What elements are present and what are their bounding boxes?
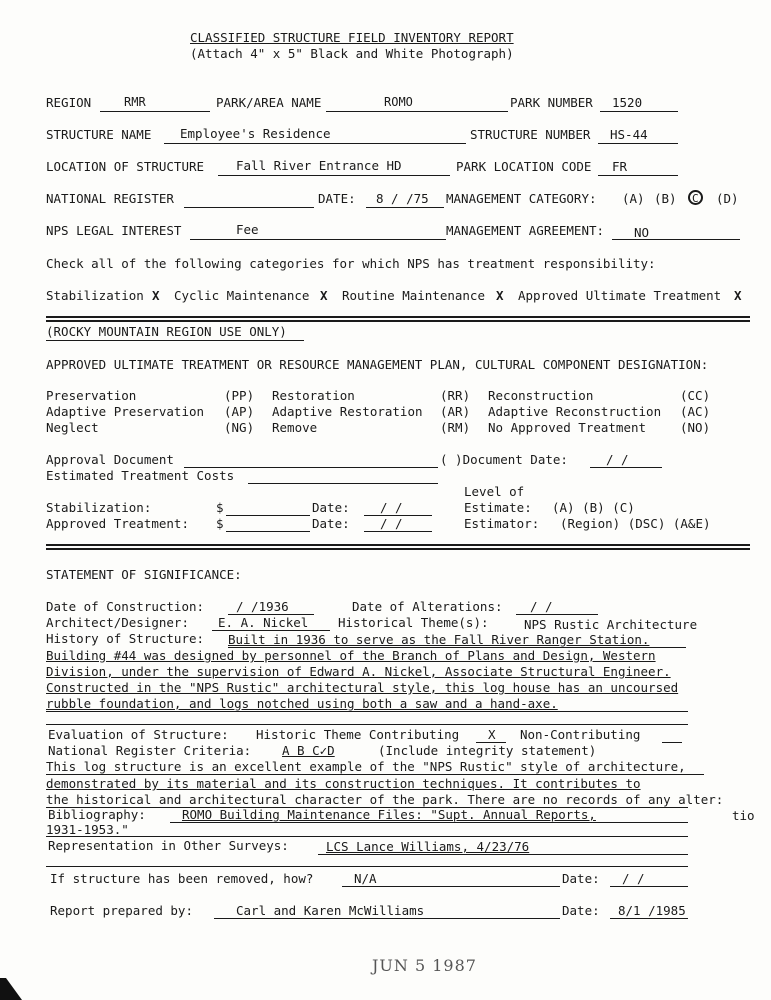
evaluation-label: Evaluation of Structure: — [48, 727, 229, 742]
structure-name-line — [164, 143, 466, 144]
structure-name-value: Employee's Residence — [180, 126, 331, 141]
report-subtitle: (Attach 4" x 5" Black and White Photograph) — [190, 46, 514, 61]
approved-treatment-cost-line — [226, 531, 310, 532]
legal-interest-value: Fee — [236, 222, 259, 237]
construction-date-value: / /1936 — [236, 599, 289, 614]
park-location-code-line — [598, 175, 678, 176]
date-line — [366, 207, 444, 208]
approval-document-label: Approval Document — [46, 452, 174, 467]
themes-value: NPS Rustic Architecture — [524, 617, 698, 632]
treatment-no-approved: No Approved Treatment — [488, 420, 647, 435]
report-title: CLASSIFIED STRUCTURE FIELD INVENTORY REPORT — [190, 30, 514, 45]
architect-value: E. A. Nickel — [218, 615, 309, 630]
alterations-date-label: Date of Alterations: — [352, 599, 503, 614]
treatment-heading: APPROVED ULTIMATE TREATMENT OR RESOURCE MANAGEMENT PLAN, CULTURAL COMPONENT DESIGNATION: — [46, 357, 709, 372]
alterations-date-line — [516, 614, 598, 615]
structure-number-value: HS-44 — [610, 127, 648, 142]
management-agreement-value: NO — [634, 225, 650, 240]
legal-interest-line — [190, 239, 446, 240]
bibliography-line-2-rule — [46, 836, 688, 837]
approved-check: X — [734, 288, 742, 303]
park-value: ROMO — [384, 95, 413, 109]
treatment-adaptive-reconstruction: Adaptive Reconstruction — [488, 404, 662, 419]
treatment-ng-code: (NG) — [224, 420, 255, 435]
non-contributing-label: Non-Contributing — [520, 727, 641, 742]
treatment-ar-code: (AR) — [440, 404, 471, 419]
approved-treatment-date-label: Date: — [312, 516, 350, 531]
document-date-value: / / — [606, 452, 629, 467]
other-surveys-value: LCS Lance Williams, 4/23/76 — [326, 839, 530, 854]
bibliography-label: Bibliography: — [48, 807, 146, 822]
removed-date-value: / / — [622, 871, 645, 886]
category-routine: Routine Maintenance — [342, 288, 485, 303]
treatment-adaptive-preservation: Adaptive Preservation — [46, 404, 205, 419]
category-cyclic: Cyclic Maintenance — [174, 288, 310, 303]
stabilization-check: X — [152, 288, 160, 303]
treatment-cc-code: (CC) — [680, 388, 711, 403]
stabilization-cost-label: Stabilization: — [46, 500, 152, 515]
other-surveys-line — [318, 854, 688, 855]
architect-label: Architect/Designer: — [46, 615, 189, 630]
region-use-label: (ROCKY MOUNTAIN REGION USE ONLY) — [46, 324, 287, 339]
category-d: (D) — [716, 191, 739, 206]
category-stabilization: Stabilization — [46, 288, 144, 303]
prepared-value: Carl and Karen McWilliams — [236, 903, 425, 918]
park-number-line — [600, 111, 678, 112]
treatment-ac-code: (AC) — [680, 404, 711, 419]
region-use-underline — [46, 340, 304, 341]
level-of-label: Level of — [464, 484, 525, 499]
divider-top — [46, 316, 750, 322]
park-location-code-value: FR — [612, 159, 628, 174]
history-line-3: Division, under the supervision of Edward A. Nickel, Associate Structural Engineer. — [46, 664, 671, 679]
estimate-label: Estimate: — [464, 500, 532, 515]
criteria-label: National Register Criteria: — [48, 743, 252, 758]
park-location-code-label: PARK LOCATION CODE — [456, 159, 592, 174]
category-c: C — [692, 192, 699, 205]
history-line-1: Built in 1936 to serve as the Fall River Ranger Station. — [228, 632, 650, 647]
treatment-adaptive-restoration: Adaptive Restoration — [272, 404, 423, 419]
region-line — [100, 111, 210, 112]
park-label: PARK/AREA NAME — [216, 95, 322, 110]
stabilization-cost-line — [226, 515, 310, 516]
management-agreement-label: MANAGEMENT AGREEMENT: — [446, 223, 605, 238]
estimator-options: (Region) (DSC) (A&E) — [560, 516, 711, 531]
treatment-rr-code: (RR) — [440, 388, 471, 403]
approved-treatment-date-line — [364, 531, 432, 532]
margin-word: tio — [732, 808, 755, 823]
national-register-label: NATIONAL REGISTER — [46, 191, 174, 206]
region-label: REGION — [46, 95, 92, 110]
historic-theme-contributing: Historic Theme Contributing — [256, 727, 460, 742]
removed-date-line — [610, 886, 688, 887]
document-date-line — [590, 467, 662, 468]
significance-heading: STATEMENT OF SIGNIFICANCE: — [46, 567, 242, 582]
location-line — [218, 175, 450, 176]
category-a: (A) — [622, 191, 645, 206]
removed-label: If structure has been removed, how? — [50, 871, 314, 886]
statement-line-2: demonstrated by its material and its construction techniques. It contributes to — [46, 776, 641, 791]
history-line-4: Constructed in the "NPS Rustic" architectural style, this log house has an uncoursed — [46, 680, 679, 695]
stabilization-date-label: Date: — [312, 500, 350, 515]
prepared-date-line — [610, 918, 688, 919]
park-number-label: PARK NUMBER — [510, 95, 593, 110]
management-category-label: MANAGEMENT CATEGORY: — [446, 191, 597, 206]
treatment-restoration: Restoration — [272, 388, 355, 403]
evaluation-top-rule — [46, 724, 688, 725]
surveys-bottom-rule — [46, 866, 688, 867]
other-surveys-label: Representation in Other Surveys: — [48, 838, 289, 853]
non-contributing-line — [662, 742, 682, 743]
construction-date-label: Date of Construction: — [46, 599, 205, 614]
stabilization-date-value: / / — [380, 500, 403, 515]
prepared-label: Report prepared by: — [50, 903, 193, 918]
categories-instruction: Check all of the following categories for which NPS has treatment responsibility: — [46, 256, 656, 271]
structure-name-label: STRUCTURE NAME — [46, 127, 152, 142]
management-agreement-line — [612, 239, 740, 240]
estimate-options: (A) (B) (C) — [552, 500, 635, 515]
bibliography-line-1-rule — [170, 822, 688, 823]
architect-line — [212, 630, 330, 631]
treatment-rm-code: (RM) — [440, 420, 471, 435]
removed-date-label: Date: — [562, 871, 600, 886]
themes-label: Historical Theme(s): — [338, 615, 489, 630]
estimated-costs-label: Estimated Treatment Costs — [46, 468, 235, 483]
contributing-mark: X — [488, 727, 496, 742]
removed-value: N/A — [354, 871, 377, 886]
document-date-label: ( )Document Date: — [440, 452, 568, 467]
estimator-label: Estimator: — [464, 516, 540, 531]
stabilization-dollar: $ — [216, 500, 224, 515]
treatment-no-code: (NO) — [680, 420, 711, 435]
structure-number-line — [598, 143, 678, 144]
approved-treatment-date-value: / / — [380, 516, 403, 531]
date-value: 8 / /75 — [376, 191, 429, 206]
location-value: Fall River Entrance HD — [236, 158, 402, 173]
prepared-date-value: 8/1 /1985 — [618, 903, 686, 918]
routine-check: X — [496, 288, 504, 303]
treatment-ap-code: (AP) — [224, 404, 255, 419]
bibliography-line-1: ROMO Building Maintenance Files: "Supt. Annual Reports, — [182, 807, 596, 822]
corner-mark — [0, 978, 22, 1000]
prepared-line — [214, 918, 560, 919]
park-line — [326, 111, 508, 112]
region-value: RMR — [124, 95, 146, 109]
location-label: LOCATION OF STRUCTURE — [46, 159, 205, 174]
statement-line-1: This log structure is an excellent example of the "NPS Rustic" style of architecture, — [46, 759, 686, 774]
treatment-preservation: Preservation — [46, 388, 137, 403]
approved-treatment-dollar: $ — [216, 516, 224, 531]
category-b: (B) — [654, 191, 677, 206]
treatment-neglect: Neglect — [46, 420, 99, 435]
treatment-reconstruction: Reconstruction — [488, 388, 594, 403]
approved-treatment-cost-label: Approved Treatment: — [46, 516, 189, 531]
park-number-value: 1520 — [612, 95, 643, 110]
criteria-value: A B C✓D — [282, 743, 335, 758]
legal-interest-label: NPS LEGAL INTEREST — [46, 223, 182, 238]
history-line-5: rubble foundation, and logs notched using both a saw and a hand-axe. — [46, 696, 558, 711]
received-date-stamp: JUN 5 1987 — [372, 956, 477, 975]
statement-line-1-rule — [46, 774, 704, 775]
integrity-note: (Include integrity statement) — [378, 743, 597, 758]
treatment-remove: Remove — [272, 420, 318, 435]
structure-number-label: STRUCTURE NUMBER — [470, 127, 591, 142]
removed-line — [342, 886, 560, 887]
estimated-costs-line — [248, 483, 438, 484]
alterations-date-value: / / — [530, 599, 553, 614]
date-label: DATE: — [318, 191, 356, 206]
national-register-line — [184, 207, 314, 208]
statement-line-3: the historical and architectural character of the park. There are no records of any alter: — [46, 792, 724, 807]
history-label: History of Structure: — [46, 631, 205, 646]
category-approved: Approved Ultimate Treatment — [518, 288, 722, 303]
divider-middle — [46, 544, 750, 550]
history-line-2: Building #44 was designed by personnel of the Branch of Plans and Design, Western — [46, 648, 656, 663]
treatment-pp-code: (PP) — [224, 388, 255, 403]
cyclic-check: X — [320, 288, 328, 303]
prepared-date-label: Date: — [562, 903, 600, 918]
history-line-5-rule — [46, 711, 688, 712]
bibliography-line-2: 1931-1953." — [46, 822, 129, 837]
